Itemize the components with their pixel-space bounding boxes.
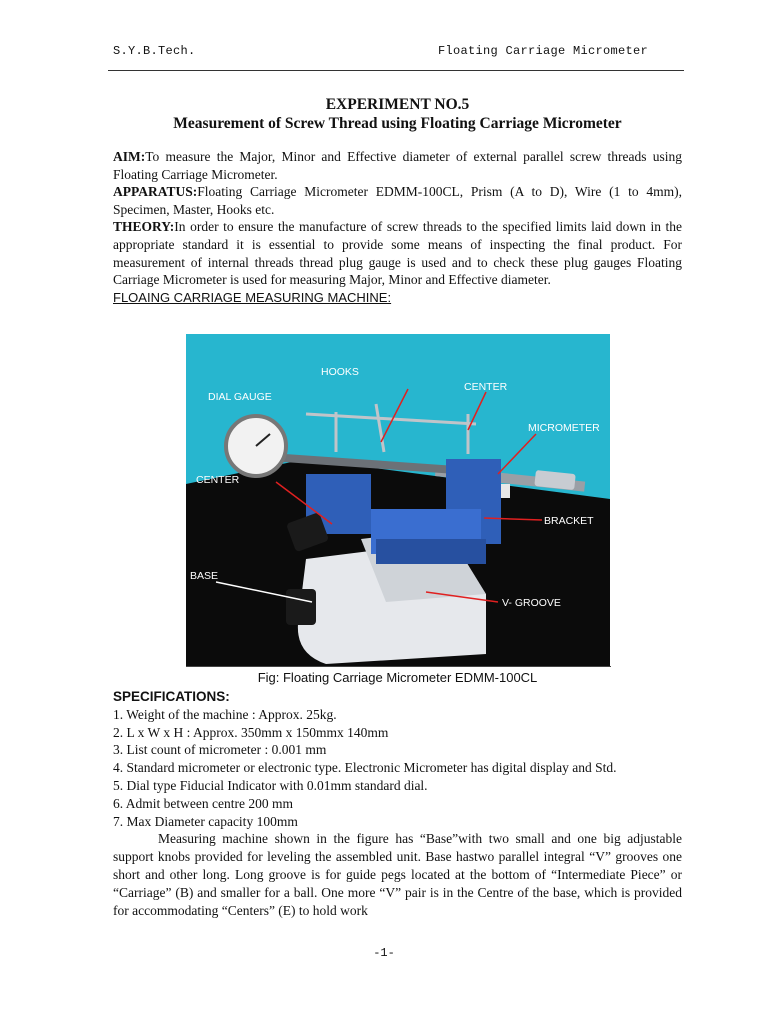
label-center-left: CENTER	[196, 474, 240, 486]
theory-text: In order to ensure the manufacture of screw threads to the specified limits laid down in the appropriate standard it is essential to provide some means of inspecting the final product. For measurement of internal threads thread plug gauge is used and to check these plug gauges Floating Carriage Micrometer is used for measuring Major, Minor and Effective diameter.	[113, 219, 682, 288]
specifications	[113, 688, 682, 919]
section-heading: FLOAING CARRIAGE MEASURING MACHINE:	[113, 289, 392, 305]
theory-paragraph	[113, 218, 682, 288]
spec-item: 5. Dial type Fiducial Indicator with 0.01mm standard dial.	[113, 777, 428, 793]
label-dial-gauge: DIAL GAUGE	[208, 391, 272, 403]
apparatus-text: Floating Carriage Micrometer EDMM-100CL, Prism (A to D), Wire (1 to 4mm), Specimen, Master, Hooks etc.	[113, 184, 682, 217]
aim-paragraph	[113, 148, 682, 183]
label-base: BASE	[190, 570, 219, 582]
figure-rule	[186, 666, 611, 667]
aim-text: To measure the Major, Minor and Effective diameter of external parallel screw threads using Floating Carriage Micrometer.	[113, 149, 682, 182]
apparatus-label: APPARATUS:	[113, 184, 198, 200]
machine-photo	[186, 334, 610, 666]
specifications-title: SPECIFICATIONS:	[113, 689, 230, 704]
label-center-top: CENTER	[464, 381, 508, 393]
header-rule	[108, 70, 684, 71]
header-course: S.Y.B.Tech.	[113, 44, 196, 58]
spec-item: 3. List count of micrometer : 0.001 mm	[113, 742, 327, 758]
experiment-title: Measurement of Screw Thread using Floating Carriage Micrometer	[173, 115, 622, 132]
spec-item: 2. L x W x H : Approx. 350mm x 150mmx 140mm	[113, 724, 389, 740]
spec-item: 7. Max Diameter capacity 100mm	[113, 813, 298, 829]
spec-item: 6. Admit between centre 200 mm	[113, 795, 293, 811]
spec-item: 4. Standard micrometer or electronic type. Electronic Micrometer has digital display and Std.	[113, 760, 617, 776]
header-topic: Floating Carriage Micrometer	[437, 44, 648, 58]
label-v-groove: V- GROOVE	[502, 597, 561, 609]
apparatus-paragraph	[113, 183, 682, 218]
page-body	[113, 96, 682, 306]
spec-item: 1. Weight of the machine : Approx. 25kg.	[113, 706, 337, 722]
micrometer-thimble	[534, 470, 575, 490]
aim-label: AIM:	[113, 149, 146, 164]
theory-label: THEORY:	[113, 219, 175, 235]
description-paragraph: Measuring machine shown in the figure has “Base”with two small and one big adjustable support knobs provided for leveling the assembled unit. Base hastwo parallel integral “V” grooves one short and other long. Long groove is for guide pegs located at the bottom of “Intermediate Piece” or “Carriage” (B) and smaller for a ball. One more “V” pair is in the Centre of the base, which is provided for accommodating “Centers” (E) to hold work	[113, 831, 682, 918]
machine-illustration	[186, 334, 610, 666]
page-number: -1-	[373, 946, 395, 960]
figure-caption: Fig: Floating Carriage Micrometer EDMM-100CL	[257, 670, 538, 685]
label-bracket: BRACKET	[544, 515, 594, 527]
label-hooks: HOOKS	[321, 366, 359, 378]
experiment-number: EXPERIMENT NO.5	[325, 96, 470, 113]
label-micrometer: MICROMETER	[528, 422, 600, 434]
